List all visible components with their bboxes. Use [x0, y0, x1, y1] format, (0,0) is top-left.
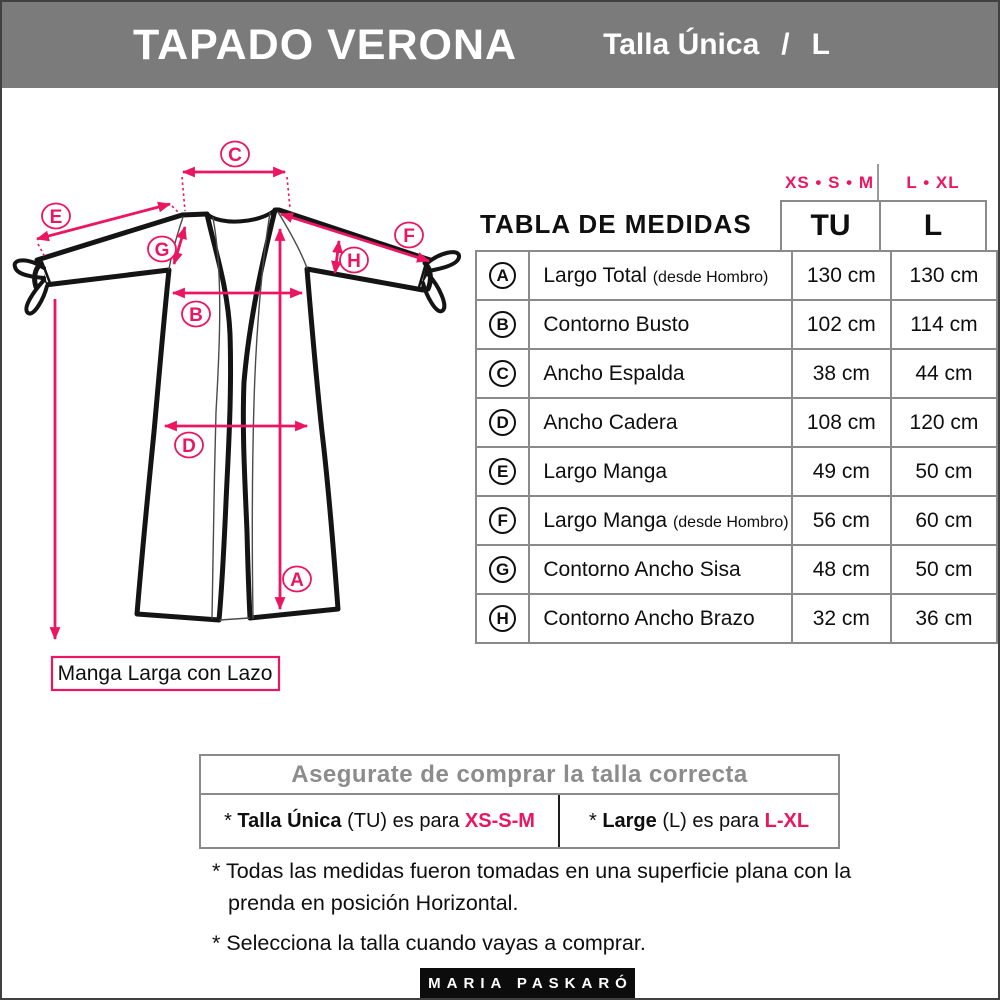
- letter-G: [148, 237, 176, 262]
- letter-D: [175, 433, 203, 458]
- guide-C-right: [287, 177, 290, 208]
- size-group-l: L • XL: [906, 173, 960, 192]
- row-letter: E: [489, 458, 516, 485]
- letter-F: [395, 223, 423, 248]
- back-hem-line: [220, 618, 249, 620]
- letter-H: [340, 248, 368, 273]
- sleeve-label-box: [52, 657, 279, 690]
- letter-E: [42, 204, 70, 229]
- row-value-l: 50 cm: [891, 447, 997, 496]
- row-letter: C: [489, 360, 516, 387]
- table-column-headers: [780, 200, 987, 252]
- table-row: [476, 594, 997, 643]
- garment-diagram: [2, 89, 472, 702]
- svg-text:H: H: [347, 251, 361, 272]
- advisory-heading: Asegurate de comprar la talla correcta: [201, 756, 838, 795]
- highlight-l-xl: L-XL: [764, 809, 810, 832]
- size-name: Talla Única: [603, 28, 760, 61]
- row-value-tu: 102 cm: [792, 300, 891, 349]
- row-label: Largo Manga (desde Hombro): [529, 496, 791, 545]
- row-value-l: 120 cm: [891, 398, 997, 447]
- table-row: [476, 545, 997, 594]
- svg-text:D: D: [182, 436, 196, 457]
- row-letter: H: [489, 605, 516, 632]
- brand-footer: [420, 968, 635, 998]
- advisory-large: * Large (L) es para L-XL: [588, 809, 810, 832]
- footnote-select-size: * Selecciona la talla cuando vayas a comprar.: [212, 930, 646, 955]
- coat-right-panel: [243, 210, 430, 618]
- row-letter: A: [489, 262, 516, 289]
- header-bar: [2, 2, 998, 88]
- row-value-tu: 108 cm: [792, 398, 891, 447]
- table-row: [476, 349, 997, 398]
- footnote-measurements: * Todas las medidas fueron tomadas en una superficie plana con la prenda en posición Horizontal.: [212, 859, 852, 916]
- row-value-tu: 48 cm: [792, 545, 891, 594]
- table-title: TABLA DE MEDIDAS: [480, 209, 752, 239]
- neckline: [207, 210, 275, 222]
- measurements-table: [475, 250, 998, 644]
- size-indicator: [603, 28, 830, 62]
- size-advisory-box: [199, 754, 840, 849]
- row-value-l: 130 cm: [891, 251, 997, 300]
- row-value-l: 50 cm: [891, 545, 997, 594]
- footnotes: [212, 855, 860, 966]
- row-letter: G: [489, 556, 516, 583]
- row-label: Contorno Busto: [529, 300, 791, 349]
- svg-text:G: G: [154, 240, 170, 261]
- sleeve-label: Manga Larga con Lazo: [57, 662, 273, 685]
- row-label: Ancho Espalda: [529, 349, 791, 398]
- table-row: [476, 447, 997, 496]
- size-value: L: [811, 28, 830, 61]
- letter-A: [283, 567, 311, 592]
- table-row: [476, 398, 997, 447]
- highlight-xs-s-m: XS-S-M: [464, 809, 535, 832]
- row-value-l: 44 cm: [891, 349, 997, 398]
- svg-text:B: B: [189, 305, 203, 326]
- guide-E-left: [38, 244, 45, 257]
- row-value-tu: 56 cm: [792, 496, 891, 545]
- row-value-tu: 38 cm: [792, 349, 891, 398]
- left-tie: [15, 260, 47, 313]
- svg-text:A: A: [290, 570, 304, 591]
- row-letter: B: [489, 311, 516, 338]
- column-header-l: L: [923, 209, 943, 242]
- table-row: [476, 300, 997, 349]
- coat-left-panel: [37, 214, 231, 620]
- row-label: Largo Manga: [529, 447, 791, 496]
- table-row: [476, 251, 997, 300]
- table-row: [476, 496, 997, 545]
- svg-text:F: F: [403, 226, 415, 247]
- letter-B: [182, 302, 210, 327]
- size-separator: /: [781, 28, 790, 61]
- row-value-l: 60 cm: [891, 496, 997, 545]
- letter-C: [221, 142, 249, 167]
- row-value-tu: 49 cm: [792, 447, 891, 496]
- row-value-tu: 130 cm: [792, 251, 891, 300]
- guide-C-left: [182, 177, 185, 211]
- page-title: TAPADO VERONA: [133, 20, 518, 69]
- row-value-tu: 32 cm: [792, 594, 891, 643]
- row-label: Ancho Cadera: [529, 398, 791, 447]
- size-group-tu: XS • S • M: [785, 173, 874, 192]
- advisory-tu: * Talla Única (TU) es para XS-S-M: [224, 809, 535, 832]
- row-letter: D: [489, 409, 516, 436]
- row-value-l: 36 cm: [891, 594, 997, 643]
- guide-E-right: [172, 206, 180, 214]
- svg-text:C: C: [228, 145, 242, 166]
- column-header-tu: TU: [810, 209, 851, 242]
- row-letter: F: [489, 507, 516, 534]
- coat-drawing: [15, 210, 459, 620]
- row-value-l: 114 cm: [891, 300, 997, 349]
- brand-name: MARIA PASKARÓ: [428, 974, 633, 992]
- row-label: Largo Total (desde Hombro): [529, 251, 791, 300]
- row-label: Contorno Ancho Sisa: [529, 545, 791, 594]
- size-group-divider: [877, 164, 879, 200]
- svg-text:E: E: [49, 207, 63, 228]
- row-label: Contorno Ancho Brazo: [529, 594, 791, 643]
